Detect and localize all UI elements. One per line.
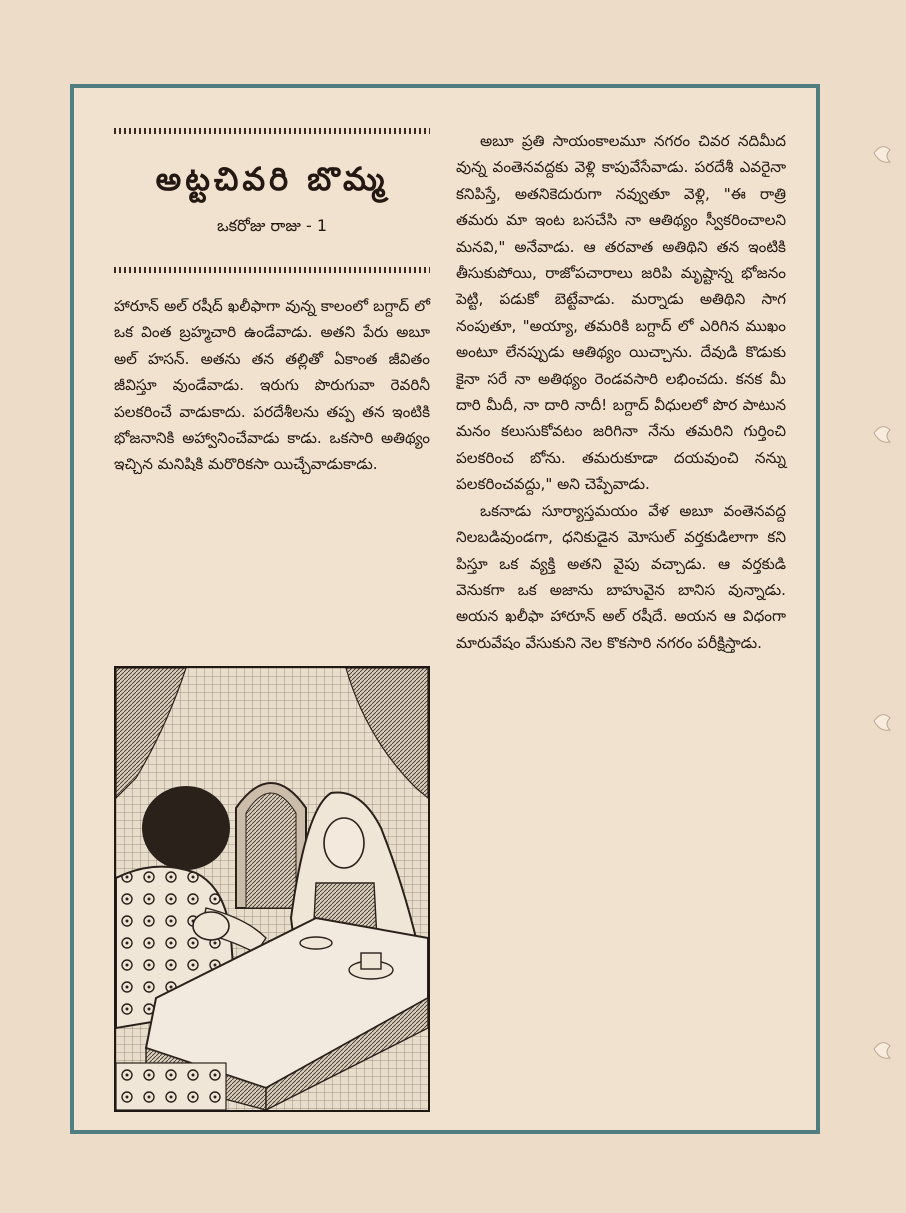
paper-tear-mark xyxy=(872,1036,892,1062)
right-paragraph-1: అబూ ప్రతి సాయంకాలమూ నగరం చివర నదిమీద వున్న వంతెనవద్దకు వెళ్లి కాపువేసేవాడు. పరదేశీ ఎవరైనా కనిపిస్తే, అతనికెదురుగా నవ్వుతూ వెళ్లి, "ఈ రాత్రి తమరు మా ఇంట బసచేసి నా ఆతిథ్యం స్వీకరించాలని మనవి," అనేవాడు. ఆ తరవాత అతిథిని తన ఇంటికి తీసుకుపోయి, రాజోపచారాలు జరిపి మృష్టాన్న భోజనం పెట్టి, పడుకో బెట్టేవాడు. మర్నాడు అతిథిని సాగ నంపుతూ, "అయ్యా, తమరికి బగ్దాద్ లో ఎరిగిన ముఖం అంటూ లేనప్పుడు ఆతిథ్యం యిచ్చాను. దేవుడి కొడుకు కైనా సరే నా అతిథ్యం రెండవసారి లభించదు. కనక మీ దారి మీదీ, నా దారి నాదీ! బగ్దాద్ వీధులలో పొర పాటున మనం కలుసుకోవటం జరిగినా నేను తమరిని గుర్తించి పలకరించ బోను. తమరుకూడా దయవుంచి నన్ను పలకరించవద్దు," అని చెప్పేవాడు. xyxy=(456,132,786,494)
paper-tear-mark xyxy=(872,708,892,734)
paper-tear-mark xyxy=(872,420,892,446)
left-column xyxy=(114,128,430,478)
story-title: అట్టచివరి బొమ్మ xyxy=(155,160,389,198)
right-column xyxy=(456,128,786,656)
story-byline: ఒకరోజు రాజు - 1 xyxy=(216,216,328,235)
story-illustration xyxy=(114,666,430,1112)
title-top-rule xyxy=(114,128,430,134)
paper-tear-mark xyxy=(872,140,892,166)
right-paragraph-2: ఒకనాడు సూర్యాస్తమయం వేళ అబూ వంతెనవద్ద నిలబడివుండగా, ధనికుడైన మోసుల్ వర్తకుడిలాగా కని పిస్తూ ఒక వ్యక్తి అతని వైపు వచ్చాడు. ఆ వర్తకుడి వెనుకగా ఒక అజాను బాహువైన బానిస వున్నాడు. అయన ఖలీఫా హారూన్ అల్ రషీదే. అయన ఆ విధంగా మారువేషం వేసుకుని నెల కొకసారి నగరం పరీక్షిస్తాడు. xyxy=(456,501,786,652)
title-bottom-rule xyxy=(114,267,430,273)
left-paragraph: హారూన్ అల్ రషీద్ ఖలీఫాగా వున్న కాలంలో బగ్దాద్ లో ఒక వింత బ్రహ్మచారి ఉండేవాడు. అతని పేరు అబూ అల్ హసన్. అతను తన తల్లితో ఏకాంత జీవితం జీవిస్తూ వుండేవాడు. ఇరుగు పొరుగువా రెవరినీ పలకరించే వాడుకాదు. పరదేశీలను తప్ప తన ఇంటికి భోజనానికి అహ్వానించేవాడు కాడు. ఒకసారి అతిథ్యం ఇచ్చిన మనిషికి మరొరికసా యిచ్చేవాడుకాడు. xyxy=(114,297,430,474)
page-frame xyxy=(70,84,820,1134)
